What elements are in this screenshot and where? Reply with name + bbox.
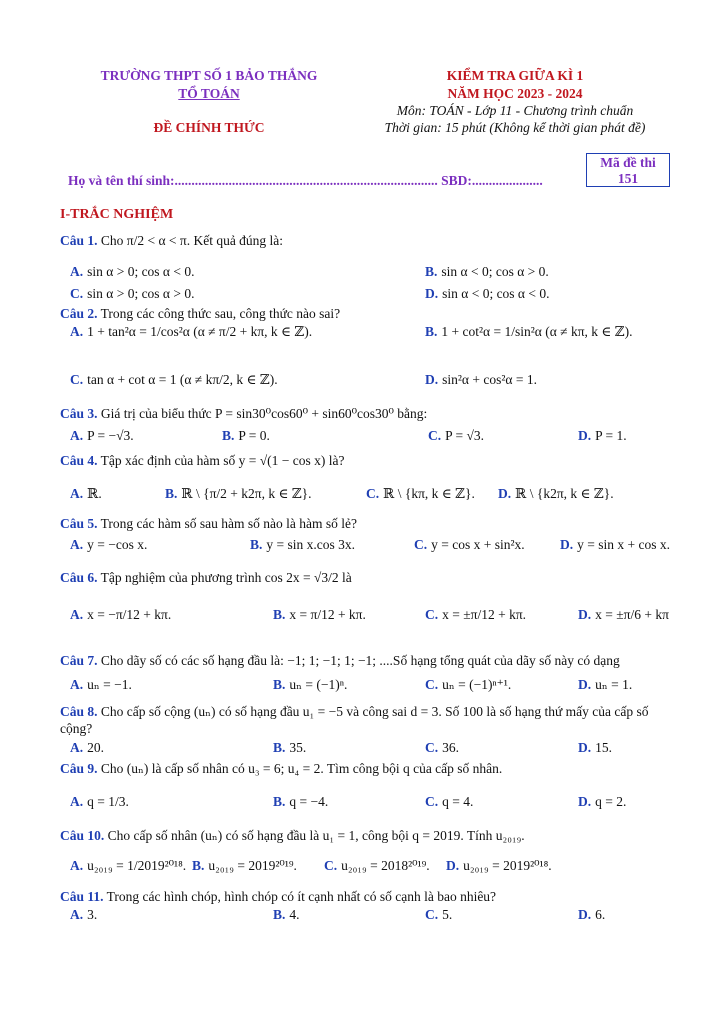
q10-option-a[interactable]: A. u₂₀₁₉ = 1/2019²⁰¹⁸. bbox=[70, 858, 187, 873]
q2-option-d[interactable]: D. sin²α + cos²α = 1. bbox=[425, 372, 537, 387]
q4-option-b[interactable]: B. ℝ \ {π/2 + k2π, k ∈ ℤ}. bbox=[165, 486, 312, 501]
q2-option-a[interactable]: A. 1 + tan²α = 1/cos²α (α ≠ π/2 + kπ, k ∈ ℤ). bbox=[70, 324, 313, 339]
question-5: Câu 5. Trong các hàm số sau hàm số nào là hàm số lẻ? bbox=[60, 516, 357, 531]
q5-option-b[interactable]: B. y = sin x.cos 3x. bbox=[250, 537, 356, 552]
q8-option-c[interactable]: C. 36. bbox=[425, 740, 459, 755]
question-7: Câu 7. Cho dãy số có các số hạng đầu là: −1; 1; −1; 1; −1; ....Số hạng tổng quát của dãy số này có dạng bbox=[60, 653, 620, 668]
q9-option-c[interactable]: C. q = 4. bbox=[425, 794, 474, 809]
q2-option-c[interactable]: C. tan α + cot α = 1 (α ≠ kπ/2, k ∈ ℤ). bbox=[70, 372, 278, 387]
q3-option-c[interactable]: C. P = √3. bbox=[428, 428, 485, 443]
q5-option-a[interactable]: A. y = −cos x. bbox=[70, 537, 148, 552]
exam-code-value: 151 bbox=[617, 171, 639, 186]
q4-option-d[interactable]: D. ℝ \ {k2π, k ∈ ℤ}. bbox=[498, 486, 614, 501]
school-name: TRƯỜNG THPT SỐ 1 BẢO THẮNG bbox=[100, 68, 318, 83]
question-9: Câu 9. Cho (uₙ) là cấp số nhân có u₃ = 6; u₄ = 2. Tìm công bội q của cấp số nhân. bbox=[60, 761, 503, 776]
q6-option-a[interactable]: A. x = −π/12 + kπ. bbox=[70, 607, 172, 622]
question-text: Tập xác định của hàm số y = √(1 − cos x) là? bbox=[100, 453, 345, 468]
exam-title: KIỂM TRA GIỮA KÌ 1 bbox=[446, 68, 584, 83]
q1-option-b[interactable]: B. sin α < 0; cos α > 0. bbox=[425, 264, 549, 279]
question-8: Câu 8. Cho cấp số cộng (uₙ) có số hạng đầu u₁ = −5 và công sai d = 3. Số 100 là số hạng thứ mấy của cấp số cộng? bbox=[60, 704, 649, 736]
question-3: Câu 3. Giá trị của biểu thức P = sin30⁰cos60⁰ + sin60⁰cos30⁰ bằng: bbox=[60, 406, 428, 421]
question-2: Câu 2. Trong các công thức sau, công thức nào sai? bbox=[60, 306, 341, 321]
question-text: Cho dãy số có các số hạng đầu là: −1; 1; −1; 1; −1; ....Số hạng tổng quát của dãy số này có dạng bbox=[100, 653, 620, 668]
department: TỔ TOÁN bbox=[178, 86, 240, 101]
time-line: Thời gian: 15 phút (Không kể thời gian phát đề) bbox=[384, 120, 646, 135]
q10-option-c[interactable]: C. u₂₀₁₉ = 2018²⁰¹⁹. bbox=[324, 858, 430, 873]
q2-option-b[interactable]: B. 1 + cot²α = 1/sin²α (α ≠ kπ, k ∈ ℤ). bbox=[425, 324, 633, 339]
q1-option-d[interactable]: D. sin α < 0; cos α < 0. bbox=[425, 286, 550, 301]
q3-option-a[interactable]: A. P = −√3. bbox=[70, 428, 134, 443]
exam-code-label: Mã đề thi bbox=[600, 155, 656, 170]
q1-option-a[interactable]: A. sin α > 0; cos α < 0. bbox=[70, 264, 195, 279]
question-text: Cho π/2 < α < π. Kết quả đúng là: bbox=[100, 233, 284, 248]
question-text: Trong các hình chóp, hình chóp có ít cạnh nhất có số cạnh là bao nhiêu? bbox=[106, 889, 497, 904]
exam-code-box bbox=[586, 153, 670, 187]
q8-option-a[interactable]: A. 20. bbox=[70, 740, 104, 755]
question-text: Giá trị của biểu thức P = sin30⁰cos60⁰ + sin60⁰cos30⁰ bằng: bbox=[100, 406, 428, 421]
question-text: Cho cấp số nhân (uₙ) có số hạng đầu là u₁ = 1, công bội q = 2019. Tính u₂₀₁₉. bbox=[107, 828, 525, 843]
school-year: NĂM HỌC 2023 - 2024 bbox=[447, 86, 583, 101]
subject-line: Môn: TOÁN - Lớp 11 - Chương trình chuẩn bbox=[396, 103, 634, 118]
question-text: Cho cấp số cộng (uₙ) có số hạng đầu u₁ = −5 và công sai d = 3. Số 100 là số hạng thứ mấy của cấp số cộng? bbox=[60, 704, 649, 736]
q5-option-d[interactable]: D. y = sin x + cos x. bbox=[560, 537, 670, 552]
q6-option-c[interactable]: C. x = ±π/12 + kπ. bbox=[425, 607, 527, 622]
q6-option-d[interactable]: D. x = ±π/6 + kπ bbox=[578, 607, 669, 622]
question-6: Câu 6. Tập nghiệm của phương trình cos 2x = √3/2 là bbox=[60, 570, 352, 585]
q11-option-d[interactable]: D. 6. bbox=[578, 907, 606, 922]
question-text: Trong các hàm số sau hàm số nào là hàm số lẻ? bbox=[100, 516, 357, 531]
question-text: Cho (uₙ) là cấp số nhân có u₃ = 6; u₄ = 2. Tìm công bội q của cấp số nhân. bbox=[100, 761, 503, 776]
candidate-info-line: Họ và tên thí sinh:.............................................................................. SBD:..................... bbox=[68, 173, 543, 188]
q1-option-c[interactable]: C. sin α > 0; cos α > 0. bbox=[70, 286, 195, 301]
q5-option-c[interactable]: C. y = cos x + sin²x. bbox=[414, 537, 525, 552]
question-11: Câu 11. Trong các hình chóp, hình chóp có ít cạnh nhất có số cạnh là bao nhiêu? bbox=[60, 889, 497, 904]
q4-option-a[interactable]: A. ℝ. bbox=[70, 486, 102, 501]
q9-option-a[interactable]: A. q = 1/3. bbox=[70, 794, 129, 809]
question-10: Câu 10. Cho cấp số nhân (uₙ) có số hạng đầu là u₁ = 1, công bội q = 2019. Tính u₂₀₁₉. bbox=[60, 828, 525, 843]
official-label: ĐỀ CHÍNH THỨC bbox=[153, 120, 265, 135]
question-4: Câu 4. Tập xác định của hàm số y = √(1 − cos x) là? bbox=[60, 453, 345, 468]
q7-option-d[interactable]: D. uₙ = 1. bbox=[578, 677, 633, 692]
q10-option-b[interactable]: B. u₂₀₁₉ = 2019²⁰¹⁹. bbox=[192, 858, 297, 873]
q11-option-a[interactable]: A. 3. bbox=[70, 907, 98, 922]
q9-option-d[interactable]: D. q = 2. bbox=[578, 794, 627, 809]
q3-option-d[interactable]: D. P = 1. bbox=[578, 428, 627, 443]
q7-option-b[interactable]: B. uₙ = (−1)ⁿ. bbox=[273, 677, 348, 692]
q10-option-d[interactable]: D. u₂₀₁₉ = 2019²⁰¹⁸. bbox=[446, 858, 552, 873]
q7-option-c[interactable]: C. uₙ = (−1)ⁿ⁺¹. bbox=[425, 677, 512, 692]
question-1 bbox=[60, 233, 283, 249]
question-label: Câu 1. bbox=[60, 233, 98, 248]
q8-option-b[interactable]: B. 35. bbox=[273, 740, 307, 755]
q6-option-b[interactable]: B. x = π/12 + kπ. bbox=[273, 607, 366, 622]
q8-option-d[interactable]: D. 15. bbox=[578, 740, 612, 755]
q4-option-c[interactable]: C. ℝ \ {kπ, k ∈ ℤ}. bbox=[366, 486, 475, 501]
q11-option-c[interactable]: C. 5. bbox=[425, 907, 453, 922]
question-text: Tập nghiệm của phương trình cos 2x = √3/2 là bbox=[100, 570, 352, 585]
q3-option-b[interactable]: B. P = 0. bbox=[222, 428, 270, 443]
section-title: I-TRẮC NGHIỆM bbox=[60, 207, 174, 222]
q9-option-b[interactable]: B. q = −4. bbox=[273, 794, 329, 809]
question-text: Trong các công thức sau, công thức nào sai? bbox=[100, 306, 341, 321]
q11-option-b[interactable]: B. 4. bbox=[273, 907, 300, 922]
q7-option-a[interactable]: A. uₙ = −1. bbox=[70, 677, 132, 692]
